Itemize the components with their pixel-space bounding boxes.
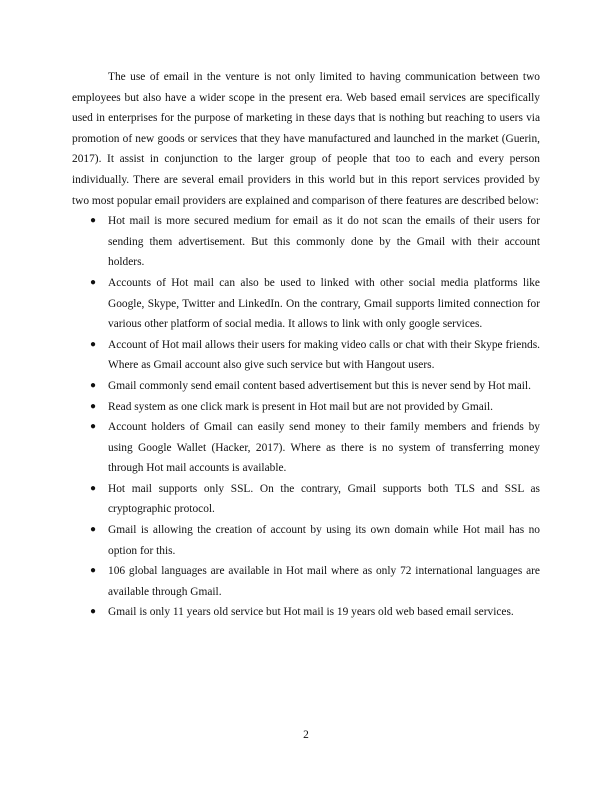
bullet-icon: ●	[90, 421, 97, 433]
list-item	[72, 479, 540, 520]
list-item	[72, 520, 540, 561]
list-item	[72, 211, 540, 273]
list-item-text: Gmail is only 11 years old service but Hot mail is 19 years old web based email services.	[108, 606, 514, 619]
list-item-text: Accounts of Hot mail can also be used to linked with other social media platforms like Google, Skype, Twitter and LinkedIn. On the contrary, Gmail supports limited connection for various other platform of social media. It allows to link with only google services.	[108, 276, 540, 331]
bullet-icon: ●	[90, 482, 97, 494]
list-item	[72, 376, 540, 397]
list-item	[72, 335, 540, 376]
bullet-icon: ●	[90, 276, 97, 288]
comparison-list	[72, 211, 540, 623]
list-item-text: Account of Hot mail allows their users for making video calls or chat with their Skype friends. Where as Gmail account also give such service but with Hangout users.	[108, 338, 540, 372]
list-item	[72, 561, 540, 602]
list-item	[72, 417, 540, 479]
bullet-icon: ●	[90, 606, 97, 618]
list-item-text: Gmail is allowing the creation of account by using its own domain while Hot mail has no option for this.	[108, 524, 540, 557]
list-item-text: 106 global languages are available in Hot mail where as only 72 international languages are available through Gmail.	[108, 565, 540, 598]
list-item-text: Hot mail is more secured medium for email as it do not scan the emails of their users for sending them advertisement. But this commonly done by the Gmail with their account holders.	[108, 215, 540, 269]
bullet-icon: ●	[90, 379, 97, 391]
list-item	[72, 273, 540, 335]
page-number: 2	[303, 729, 309, 741]
bullet-icon: ●	[90, 338, 97, 350]
bullet-icon: ●	[90, 400, 97, 412]
list-item	[72, 602, 540, 623]
list-item-text: Gmail commonly send email content based advertisement but this is never send by Hot mail.	[108, 379, 531, 392]
page-content	[72, 67, 540, 623]
bullet-icon: ●	[90, 215, 97, 227]
list-item-text: Read system as one click mark is present in Hot mail but are not provided by Gmail.	[108, 400, 493, 413]
bullet-icon: ●	[90, 565, 97, 577]
bullet-icon: ●	[90, 524, 97, 536]
list-item	[72, 397, 540, 418]
list-item-text: Hot mail supports only SSL. On the contrary, Gmail supports both TLS and SSL as cryptographic protocol.	[108, 482, 540, 516]
intro-paragraph: The use of email in the venture is not only limited to having communication between two employees but also have a wider scope in the present era. Web based email services are specifically used in enterprises for the purpose of marketing in these days that is nothing but reaching to users via promotion of new goods or services that they have manufactured and launched in the market (Guerin, 2017). It assist in conjunction to the larger group of people that too to each and every person individually. There are several email providers in this world but in this report services provided by two most popular email providers are explained and comparison of there features are described below:	[72, 71, 540, 207]
list-item-text: Account holders of Gmail can easily send money to their family members and friends by using Google Wallet (Hacker, 2017). Where as there is no system of transferring money through Hot mail accounts is available.	[108, 421, 540, 475]
